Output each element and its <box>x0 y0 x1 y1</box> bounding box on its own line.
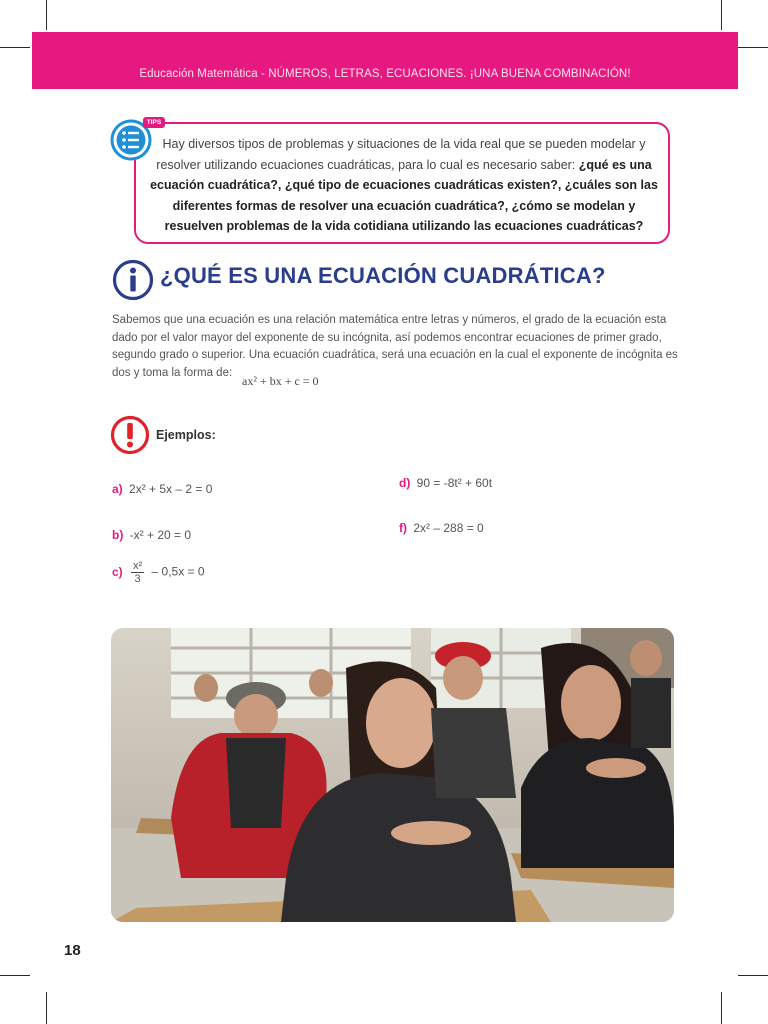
example-label: b) <box>112 528 124 542</box>
crop-mark <box>0 47 30 48</box>
header-title: Educación Matemática - NÚMEROS, LETRAS, ECUACIONES. ¡UNA BUENA COMBINACIÓN! <box>139 68 631 80</box>
example-expression: – 0,5x = 0 <box>151 564 205 579</box>
example-c <box>112 560 205 585</box>
crop-mark <box>738 975 768 976</box>
example-label: f) <box>399 521 407 535</box>
formula-text: ax² + bx + c = 0 <box>242 374 319 388</box>
example-expression: 2x² – 288 = 0 <box>413 521 484 535</box>
example-d <box>399 476 492 490</box>
example-a <box>112 482 212 496</box>
crop-mark <box>738 47 768 48</box>
fraction <box>131 560 144 585</box>
crop-mark <box>46 0 47 30</box>
quadratic-formula <box>242 374 319 389</box>
example-expression: 2x² + 5x – 2 = 0 <box>129 482 213 496</box>
crop-mark <box>721 0 722 30</box>
example-label: a) <box>112 482 123 496</box>
tips-intro: Hay diversos tipos de problemas y situaciones de la vida real que se pueden modelar y resolver utilizando ecuaciones cuadráticas, para lo cual es necesario saber: <box>156 137 646 172</box>
section-title: ¿QUÉ ES UNA ECUACIÓN CUADRÁTICA? <box>160 263 606 288</box>
crop-mark <box>0 975 30 976</box>
crop-mark <box>46 992 47 1024</box>
example-label: d) <box>399 476 411 490</box>
example-label: c) <box>112 564 123 579</box>
section-body: Sabemos que una ecuación es una relación matemática entre letras y números, el grado de la ecuación esta dado por el valor mayor del exponente de su incógnita, así podemos encontrar ecuaciones de primer grado, segundo grado o superior. Una ecuación cuadrática, será una ecuación en la cual el exponente de incógnita es dos y toma la forma de: <box>112 314 678 379</box>
examples-title: Ejemplos: <box>156 428 216 442</box>
info-icon <box>112 259 154 301</box>
fraction-numerator: x² <box>133 560 143 572</box>
crop-mark <box>721 992 722 1024</box>
tips-questions: ¿qué es una ecuación cuadrática?, ¿qué tipo de ecuaciones cuadráticas existen?, ¿cuáles son las diferentes formas de resolver una ecuación cuadrática?, ¿cómo se modelan y resuelven problemas de la vida cotidiana utilizando las ecuaciones cuadráticas? <box>150 157 658 233</box>
header-band <box>32 32 738 89</box>
students-illustration <box>111 628 674 922</box>
exclamation-icon <box>110 415 150 455</box>
tips-tag: TIPS <box>143 117 165 128</box>
classroom-photo <box>111 628 674 922</box>
fraction-denominator: 3 <box>134 573 141 585</box>
page-number: 18 <box>64 942 81 959</box>
tips-text <box>150 134 658 237</box>
example-b <box>112 528 191 542</box>
example-expression: 90 = -8t² + 60t <box>416 476 493 490</box>
example-f <box>399 521 484 535</box>
example-expression: -x² + 20 = 0 <box>129 528 192 542</box>
